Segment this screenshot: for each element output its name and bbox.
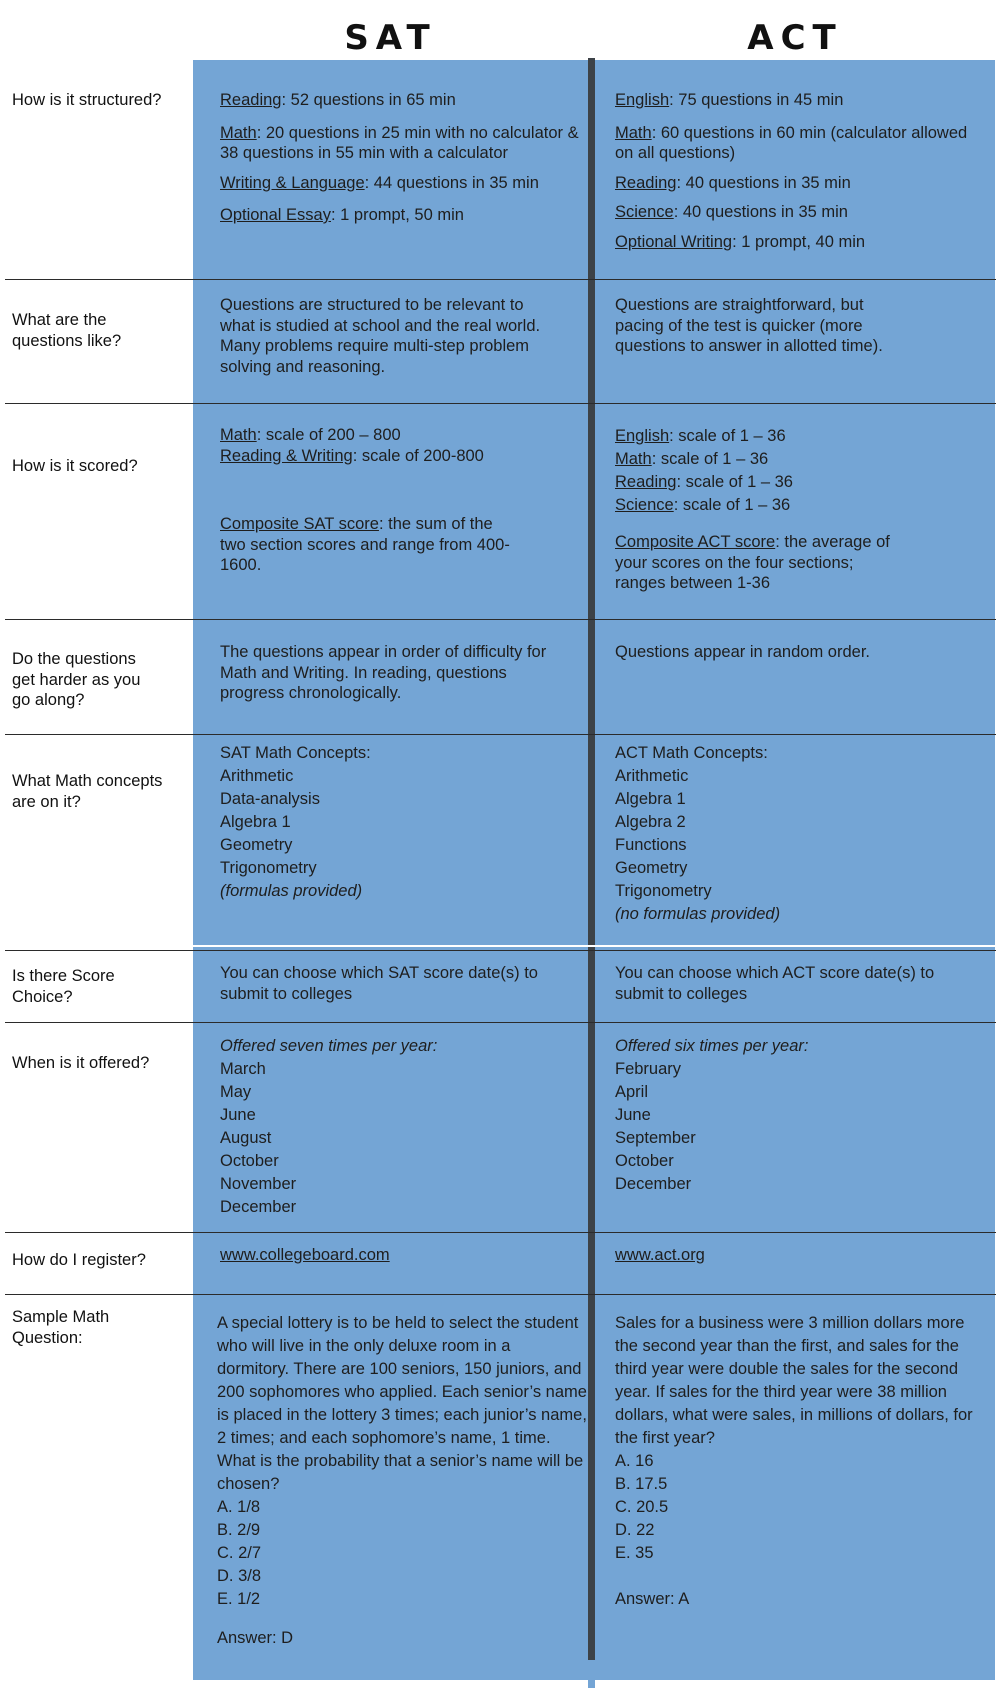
list-item: C. 2/7 [217,1544,262,1562]
act-score-choice: You can choose which ACT score date(s) to submit to colleges [615,964,935,1003]
act-score-reading-text: : scale of 1 – 36 [676,473,793,491]
act-score-math-text: : scale of 1 – 36 [651,450,769,468]
sat-essay-label: Optional Essay [220,206,331,224]
list-item: Trigonometry [615,882,712,900]
list-item: August [220,1129,272,1147]
list-item: December [615,1175,692,1193]
sat-sample-answer: Answer: D [217,1629,294,1647]
act-english-text: : 75 questions in 45 min [669,91,844,109]
act-score-english-label: English [615,427,670,445]
act-score-math-label: Math [615,450,652,468]
list-item: C. 20.5 [615,1498,669,1516]
sat-header: SAT [344,18,437,58]
act-scoring [615,425,905,594]
act-composite-label: Composite ACT score [615,533,776,551]
list-item: D. 22 [615,1521,655,1539]
question-math-concepts: What Math concepts are on it? [12,772,163,811]
row-divider [5,279,996,280]
act-header: ACT [747,18,843,58]
list-item: November [220,1175,297,1193]
list-item: May [220,1083,252,1101]
list-item: March [220,1060,266,1078]
act-reading-text: : 40 questions in 35 min [676,173,851,192]
sat-scoring [220,425,520,576]
question-questions-like: What are the questions like? [12,311,122,350]
row-divider [5,1022,996,1023]
act-score-science-text: : scale of 1 – 36 [673,496,791,514]
act-science-text: : 40 questions in 35 min [673,203,848,221]
sat-math-concepts [220,742,585,903]
sat-math-text: : 20 questions in 25 min with no calculator & 38 questions in 55 min with a calculator [220,123,579,162]
list-item: Algebra 1 [615,790,686,808]
row-gap [5,945,996,947]
act-math-concepts [615,742,990,926]
sat-score-math-text: : scale of 200 – 800 [256,426,401,444]
list-item: Trigonometry [220,859,317,877]
sat-register-link[interactable]: www.collegeboard.com [220,1246,390,1264]
column-divider-tail [588,1660,595,1688]
list-item: February [615,1060,682,1078]
list-item: October [220,1152,279,1170]
list-item: Arithmetic [615,767,689,785]
sat-questions-like: Questions are structured to be relevant to what is studied at school and the real world. Many problems require multi-step problem solving and reasoning. [220,296,541,376]
list-item: E. 35 [615,1544,654,1562]
list-item: B. 17.5 [615,1475,668,1493]
list-item: Arithmetic [220,767,294,785]
act-formula-note: (no formulas provided) [615,905,781,923]
list-item: Data-analysis [220,790,320,808]
list-item: Algebra 1 [220,813,291,831]
act-difficulty: Questions appear in random order. [615,643,870,661]
list-item: Algebra 2 [615,813,686,831]
row-divider [5,1294,996,1295]
sat-composite-text: : the sum of the two section scores and range from 400-1600. [220,515,510,574]
act-science-label: Science [615,203,674,221]
list-item: Functions [615,836,687,854]
sat-composite-label: Composite SAT score [220,515,379,533]
list-item: June [220,1106,256,1124]
sat-score-rw-label: Reading & Writing [220,446,353,465]
act-writing-label: Optional Writing [615,232,733,251]
sat-structure [220,90,585,226]
sat-score-rw-text: : scale of 200-800 [352,446,484,465]
sat-math-label: Math [220,123,257,142]
act-score-english-text: : scale of 1 – 36 [669,427,786,445]
sat-reading-text: : 52 questions in 65 min [281,91,456,109]
act-offered [615,1035,990,1196]
question-register: How do I register? [12,1251,146,1269]
sat-sample-question [217,1312,587,1650]
list-item: A. 1/8 [217,1498,261,1516]
question-difficulty: Do the questions get harder as you go along? [12,650,141,709]
act-sample-question [615,1312,985,1611]
act-sample-text: Sales for a business were 3 million dollars more the second year than the first, and sales for the third year were double the sales for the second year. If sales for the third year were 38 million dollars, what were sales, in millions of dollars, for the first year? [615,1314,973,1447]
row-divider [5,950,996,951]
sat-score-math-label: Math [220,426,257,444]
list-item: December [220,1198,297,1216]
act-sample-answer: Answer: A [615,1590,690,1608]
question-offered: When is it offered? [12,1054,150,1072]
act-score-reading-label: Reading [615,473,677,491]
list-item: Geometry [615,859,688,877]
sat-writing-label: Writing & Language [220,173,365,192]
act-composite-text: : the average of your scores on the four sections; ranges between 1-36 [615,533,890,592]
sat-offered [220,1035,585,1219]
row-divider [5,619,996,620]
question-structure: How is it structured? [12,91,162,109]
sat-offered-title: Offered seven times per year: [220,1037,438,1055]
row-divider [5,734,996,735]
act-structure [615,90,990,252]
list-item: Geometry [220,836,293,854]
column-divider [588,58,595,1660]
list-item: June [615,1106,651,1124]
question-sample: Sample Math Question: [12,1308,110,1347]
list-item: April [615,1083,649,1101]
sat-sample-text: A special lottery is to be held to select the student who will live in the only deluxe room in a dormitory. There are 100 seniors, 150 juniors, and 200 sophomores who applied. Each senior’s name is placed in the lottery 3 times; each junior’s name, 2 times; and each sophomore’s name, 1 time. What is the probability that a senior’s name will be chosen? [217,1314,587,1493]
sat-writing-text: : 44 questions in 35 min [364,173,539,192]
list-item: September [615,1129,696,1147]
sat-reading-label: Reading [220,91,282,109]
sat-math-concepts-title: SAT Math Concepts: [220,744,371,762]
act-register-link[interactable]: www.act.org [615,1246,705,1264]
row-divider [5,1232,996,1233]
sat-essay-text: : 1 prompt, 50 min [330,206,464,224]
question-score-choice: Is there Score Choice? [12,967,115,1006]
act-reading-label: Reading [615,173,677,192]
row-divider [5,403,996,404]
sat-difficulty: The questions appear in order of difficulty for Math and Writing. In reading, questions progress chronologically. [220,643,547,702]
list-item: B. 2/9 [217,1521,261,1539]
list-item: E. 1/2 [217,1590,261,1608]
sat-formula-note: (formulas provided) [220,882,363,900]
list-item: D. 3/8 [217,1567,262,1585]
act-math-label: Math [615,123,652,142]
list-item: October [615,1152,674,1170]
act-math-text: : 60 questions in 60 min (calculator allowed on all questions) [615,123,968,162]
act-score-science-label: Science [615,496,674,514]
question-scored: How is it scored? [12,457,138,475]
act-questions-like: Questions are straightforward, but pacing of the test is quicker (more questions to answer in allotted time). [615,296,883,355]
act-math-concepts-title: ACT Math Concepts: [615,744,768,762]
list-item: A. 16 [615,1452,654,1470]
act-english-label: English [615,91,670,109]
sat-score-choice: You can choose which SAT score date(s) to submit to colleges [220,964,538,1003]
act-writing-text: : 1 prompt, 40 min [732,232,866,251]
act-offered-title: Offered six times per year: [615,1037,809,1055]
